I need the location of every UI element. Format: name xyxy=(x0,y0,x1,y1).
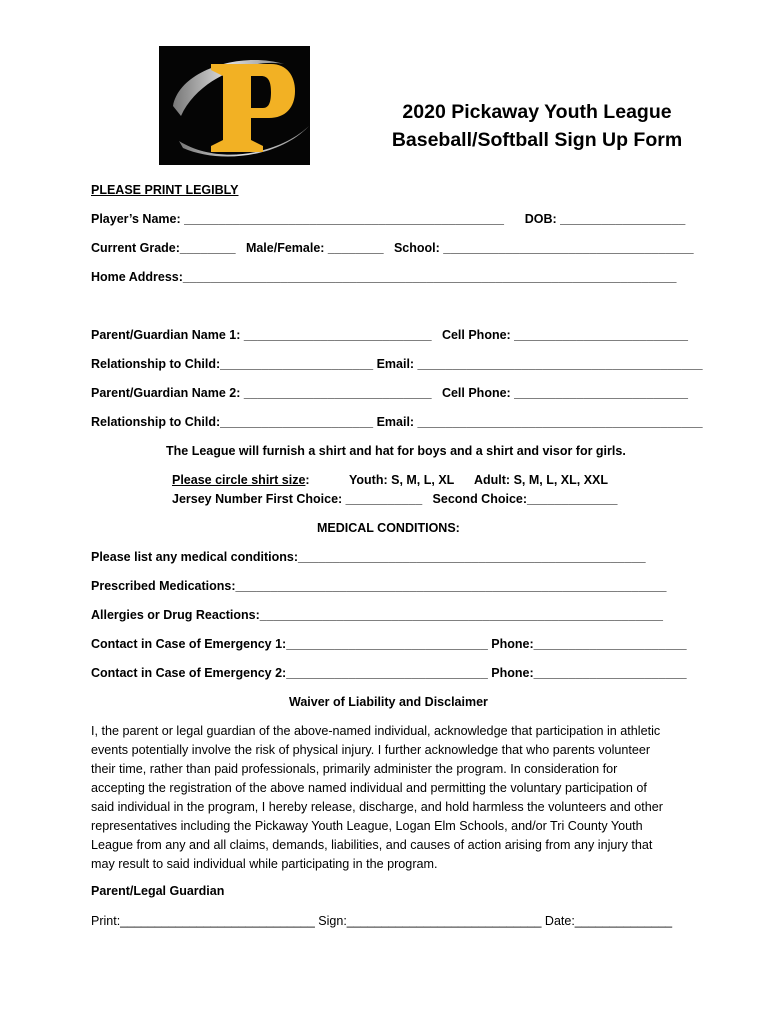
emergency-contact-1-field[interactable]: Contact in Case of Emergency 1:_____________________________ Phone:______________________ xyxy=(91,637,687,651)
title-line-2: Baseball/Softball Sign Up Form xyxy=(391,129,683,151)
waiver-line: said individual in the program, I hereby release, discharge, and hold harmless the volunteers and other xyxy=(91,800,663,814)
waiver-heading: Waiver of Liability and Disclaimer xyxy=(289,695,488,709)
title-line-1: 2020 Pickaway Youth League xyxy=(402,101,672,123)
waiver-line: League from any and all claims, demands, liabilities, and causes of action arising from any injury that xyxy=(91,838,653,852)
shirt-size-label xyxy=(172,472,310,488)
player-name-dob-field[interactable]: Player’s Name: ______________________________________________ DOB: __________________ xyxy=(91,212,686,226)
guardian-heading: Parent/Legal Guardian xyxy=(91,884,225,898)
parent2-name-phone-field[interactable]: Parent/Guardian Name 2: ___________________________ Cell Phone: _________________________ xyxy=(91,386,688,400)
medical-conditions-field[interactable]: Please list any medical conditions:__________________________________________________ xyxy=(91,550,646,564)
parent1-relationship-email-field[interactable]: Relationship to Child:______________________ Email: _________________________________________ xyxy=(91,357,703,371)
emergency-contact-2-field[interactable]: Contact in Case of Emergency 2:_____________________________ Phone:______________________ xyxy=(91,666,687,680)
p-logo-icon xyxy=(159,46,310,165)
parent1-name-phone-field[interactable]: Parent/Guardian Name 1: ___________________________ Cell Phone: _________________________ xyxy=(91,328,688,342)
print-sign-date-field[interactable]: Print:____________________________ Sign:____________________________ Date:______________ xyxy=(91,914,673,928)
parent2-relationship-email-field[interactable]: Relationship to Child:______________________ Email: _________________________________________ xyxy=(91,415,703,429)
prescribed-medications-field[interactable]: Prescribed Medications:______________________________________________________________ xyxy=(91,579,667,593)
waiver-line: events potentially involve the risk of physical injury. I further acknowledge that who parents volunteer xyxy=(91,743,651,757)
pirates-p-logo xyxy=(159,46,310,165)
medical-heading: MEDICAL CONDITIONS: xyxy=(317,521,460,535)
uniform-note: The League will furnish a shirt and hat for boys and a shirt and visor for girls. xyxy=(166,444,626,458)
waiver-text xyxy=(91,722,691,874)
waiver-line: representatives including the Pickaway Youth League, Logan Elm Schools, and/or Tri County Youth xyxy=(91,819,643,833)
adult-sizes[interactable]: Adult: S, M, L, XL, XXL xyxy=(474,473,609,487)
shirt-size-colon: : xyxy=(305,473,310,487)
allergies-field[interactable]: Allergies or Drug Reactions:__________________________________________________________ xyxy=(91,608,663,622)
grade-gender-school-field[interactable]: Current Grade:________ Male/Female: ________ School: ____________________________________ xyxy=(91,241,694,255)
waiver-line: accepting the registration of the above named individual and permitting the voluntary participation of xyxy=(91,781,647,795)
waiver-line: I, the parent or legal guardian of the above-named individual, acknowledge that participation in athletic xyxy=(91,724,661,738)
form-title xyxy=(372,98,702,154)
home-address-field[interactable]: Home Address:_______________________________________________________________________ xyxy=(91,270,677,284)
jersey-number-field[interactable]: Jersey Number First Choice: ___________ Second Choice:_____________ xyxy=(172,492,618,506)
waiver-line: may result to said individual while participating in the program. xyxy=(91,857,438,871)
youth-sizes[interactable]: Youth: S, M, L, XL xyxy=(349,473,455,487)
shirt-size-label-text: Please circle shirt size xyxy=(172,473,306,487)
print-legibly-note: PLEASE PRINT LEGIBLY xyxy=(91,183,239,197)
waiver-line: their time, rather than paid professionals, primarily administer the program. In consideration for xyxy=(91,762,618,776)
